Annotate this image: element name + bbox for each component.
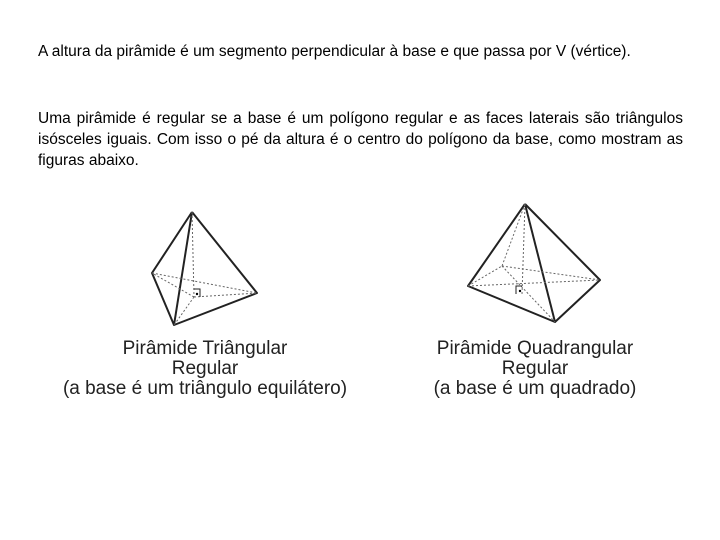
- caption-note: (a base é um triângulo equilátero): [62, 378, 348, 399]
- square-pyramid-caption: [420, 339, 650, 399]
- caption-note: (a base é um quadrado): [433, 378, 637, 399]
- triangular-pyramid-caption: [40, 339, 370, 399]
- caption-title: Pirâmide Triângular: [122, 338, 288, 359]
- definition-paragraph-height: A altura da pirâmide é um segmento perpendicular à base e que passa por V (vértice).: [38, 43, 631, 60]
- triangular-pyramid-diagram: [140, 205, 270, 330]
- caption-subtitle: Regular: [501, 358, 569, 379]
- caption-title: Pirâmide Quadrangular: [436, 338, 634, 359]
- caption-subtitle: Regular: [171, 358, 239, 379]
- square-pyramid-diagram: [460, 198, 610, 328]
- definition-paragraph-regular: Uma pirâmide é regular se a base é um polígono regular e as faces laterais são triângulos isósceles iguais. Com isso o pé da altura é o centro do polígono da base, como mostram as figuras abaixo.: [38, 110, 683, 169]
